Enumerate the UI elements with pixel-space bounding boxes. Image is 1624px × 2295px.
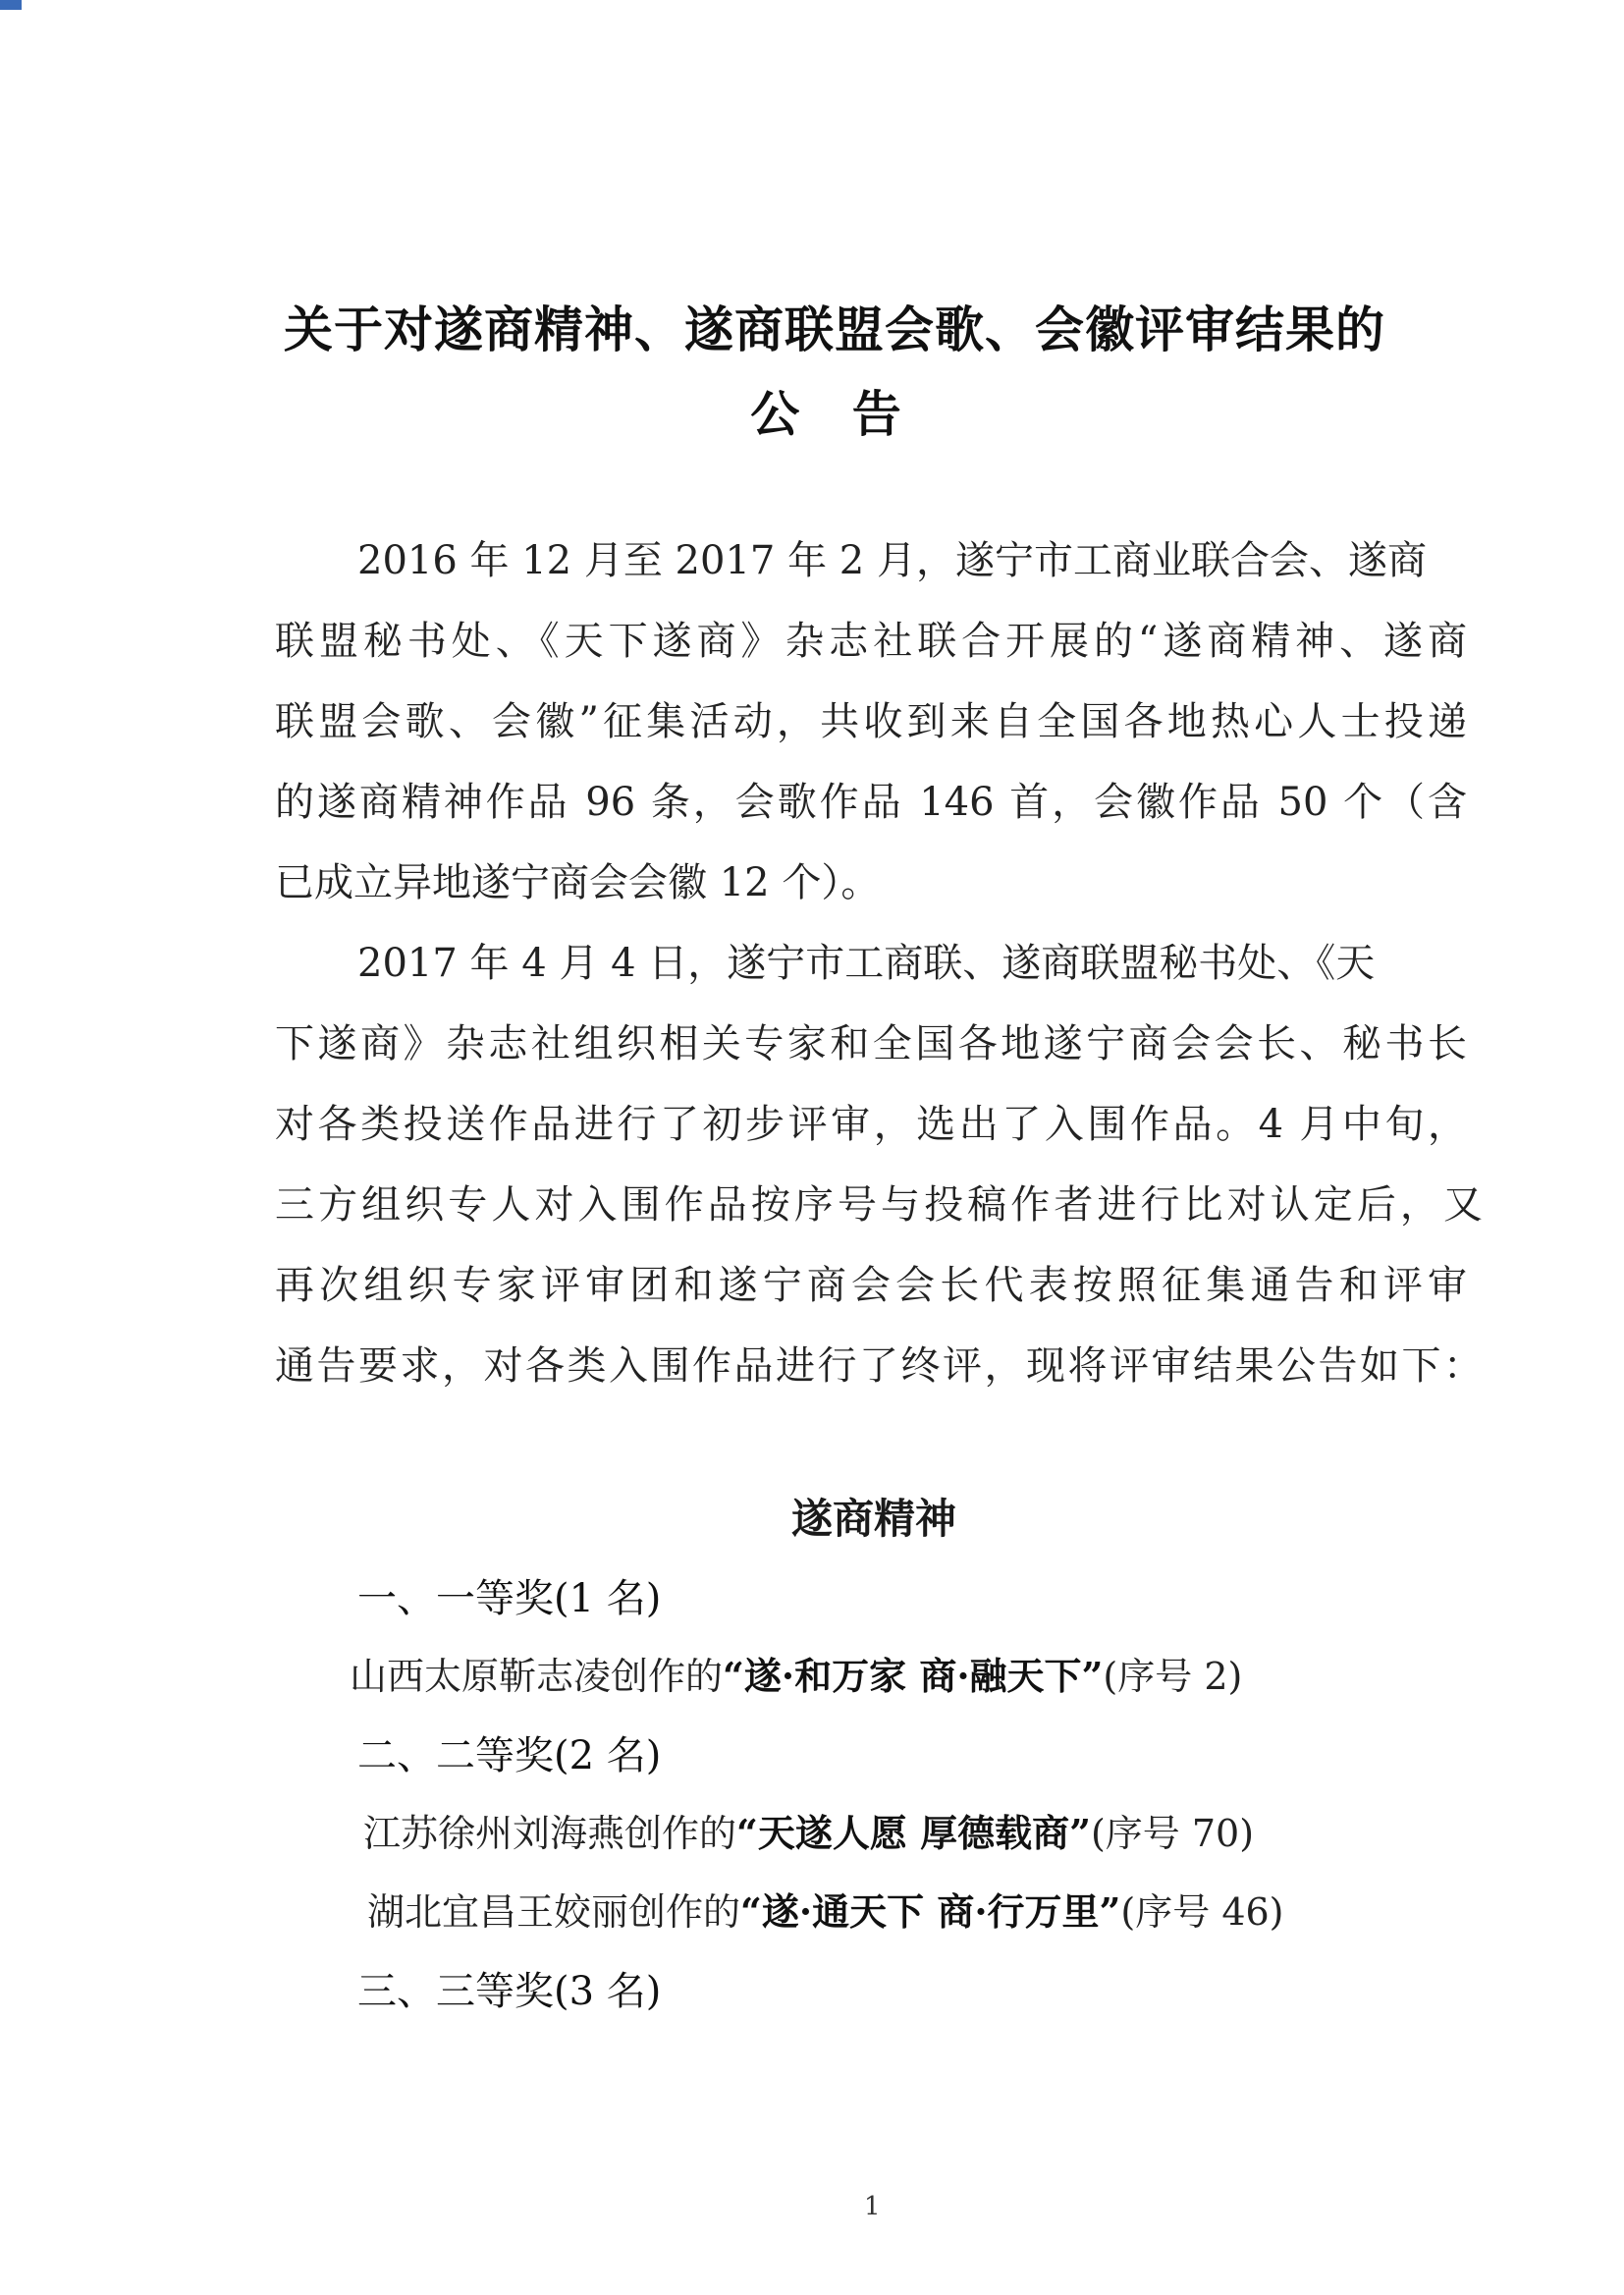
entry-work: “遂·通天下 商·行万里” — [740, 1889, 1121, 1934]
award-title-second: 二、二等奖(2 名) — [357, 1733, 662, 1778]
page-number: 1 — [864, 2192, 881, 2221]
award-entry — [363, 1803, 1254, 1857]
section-heading: 遂商精神 — [791, 1495, 957, 1543]
paragraph2-line: 2017 年 4 月 4 日，遂宁市工商联、遂商联盟秘书处、《天 — [357, 941, 1376, 986]
paragraph1-line: 已成立异地遂宁商会会徽 12 个）。 — [275, 860, 881, 905]
paragraph1-line: 2016 年 12 月至 2017 年 2 月，遂宁市工商业联合会、遂商 — [357, 538, 1427, 583]
paragraph2-line: 再次组织专家评审团和遂宁商会会长代表按照征集通告和评审 — [275, 1263, 1467, 1308]
award-title-first: 一、一等奖(1 名) — [357, 1576, 662, 1621]
paragraph1-line: 的遂商精神作品 96 条，会歌作品 146 首，会徽作品 50 个（含 — [275, 780, 1467, 825]
award-entry — [367, 1882, 1284, 1936]
document-subtitle: 公 告 — [750, 385, 919, 443]
paragraph2-line: 下遂商》杂志社组织相关专家和全国各地遂宁商会会长、秘书长 — [275, 1021, 1467, 1066]
award-title-third: 三、三等奖(3 名) — [357, 1969, 662, 2014]
entry-number: (序号 70) — [1090, 1812, 1255, 1855]
paragraph2-line: 通告要求，对各类入围作品进行了终评，现将评审结果公告如下： — [275, 1343, 1483, 1389]
entry-author: 湖北宜昌王姣丽创作的 — [367, 1890, 741, 1934]
paragraph1-line: 联盟秘书处、《天下遂商》杂志社联合开展的“遂商精神、遂商 — [275, 619, 1467, 664]
paragraph1-line: 联盟会歌、会徽”征集活动，共收到来自全国各地热心人士投递 — [275, 699, 1467, 744]
document-title: 关于对遂商精神、遂商联盟会歌、会徽评审结果的 — [284, 301, 1385, 358]
entry-number: (序号 2) — [1103, 1655, 1243, 1698]
paragraph2-line: 三方组织专人对入围作品按序号与投稿作者进行比对认定后，又 — [275, 1182, 1483, 1228]
award-entry — [350, 1646, 1242, 1700]
paragraph2-line: 对各类投送作品进行了初步评审，选出了入围作品。4 月中旬， — [275, 1102, 1467, 1147]
entry-author: 江苏徐州刘海燕创作的 — [363, 1812, 737, 1855]
entry-number: (序号 46) — [1120, 1890, 1284, 1934]
entry-author: 山西太原靳志凌创作的 — [350, 1655, 724, 1698]
entry-work: “遂·和万家 商·融天下” — [723, 1654, 1104, 1698]
scan-corner-mark — [0, 0, 22, 10]
entry-work: “天遂人愿 厚德载商” — [736, 1811, 1091, 1855]
